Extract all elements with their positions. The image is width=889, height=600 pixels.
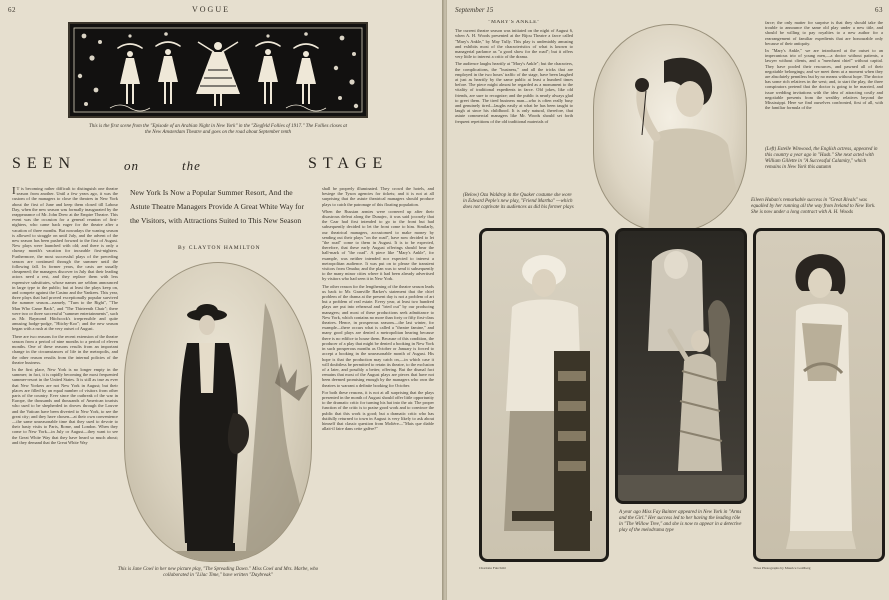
title-word-stage: STAGE xyxy=(308,155,389,172)
oza-waldrop-caption: (Below) Oza Waldrop in the Quaker costume she wore in Edward Peple's new play, "Friend Martha" —which does not captivate its audiences as did his former plays xyxy=(463,193,574,210)
paragraph: The audience laughs heartily at "Mary's Ankle"; but the characters, the complications, the "business," and all the tricks that are employed in the two hours' traffic of the stage, have been laughed at just as heartily by the same public at least a hundred times before. The piece might almost be regarded as a monument to the vitality of traditional expedients in farce. Old jokes, like old friends, are sure to recognize; and the public is nearly always glad to greet them. The tired business man—who is often really busy and genuinely tired—laughs easily at what he has been taught to laugh at since his childhood. It is only natural, therefore, that astute commercial managers like Mr. Woods should set forth frequent repetitions of the old traditional materials of xyxy=(455,61,573,124)
paragraph: There are two reasons for the recent extension of the theatre season from a period of nine months to a period of eleven months. One of these reasons results from an important change in the circumstances of life in the metropolis, and the other reason results from the internal policies of the theatre business. xyxy=(12,333,118,365)
photo-credit: Charlotte Fairchild xyxy=(479,566,506,570)
eileen-huban-caption: Eileen Huban's remarkable success in "Great Rivals" was equalled by her running all the way from Ireland to New York. She is now under a long contract with A. H. Woods xyxy=(751,198,876,215)
paragraph: The other reason for the lengthening of the theatre season leads us back to Mr. Granville Barker's statement that the chief problem of the drama at the present day is not a problem of art but a problem of real estate. Every year, at least two hundred plays are put into rehearsal and "tried out" by our producing managers; and most of these productions seek admittance to New York, which contains no more than forty or fifty first-class theatres. Hence, in prosperous seasons—the last winter, for example—there occurs what is called a "theatre famine," and many good plays are denied a metropolitan hearing because there is no edifice to house them. Because of this condition, the producer of a play that might be denied a booking in New York in such prosperous months as October or January is forced to accept a booking in the unseasonable month of August. His hope is that the production may catch on,—in which case it will doubtless be permitted to retain its theatre, to the exclusion of a later, and possibly a better, offering. But the dismal fact remains that most of the August plays are pieces that have not been deemed promising enough by the managers who own the theatres to warrant a definite booking for October. xyxy=(322,283,434,388)
fay-bainter-figure xyxy=(618,231,744,501)
paragraph: When the Russian armies were cornered up after their disastrous defeat along the Dunajec, it was said jocosely that the Czar had first intended to go to the front but had subsequently decided to let the front come to him. Similarly, our theatrical managers, accustomed to make money by sending out their plays "on the road", have now decided to let "the road" come to them in August. It is to be expected, therefore, that these early August offerings should bear the hall-mark of "the road". A piece like "Mary's Ankle", for example, was neither intended nor expected to interest a metropolitan audience. It was put on to please the transient visitors from Omaha; and the plan was to send it subsequently to the many minor cities where it had been already advertised by visitors who had seen it in New York. xyxy=(322,208,434,282)
jane-cowl-caption: This is Jane Cowl in her new picture play, "The Spreading Dawn." Miss Cowl and Mrs. Marbe, who collaborated in "Lilac Time," have written "Daybreak" xyxy=(117,567,319,578)
paragraph: T is becoming rather difficult to distinguish one theatre season from another. Until a few years ago, it was the custom of the managers to close the theatres in New York about the first of June and keep them closed till Labour Day, when the new season was formally inaugurated by the reappearance of Mr. John Drew at the Empire Theatre. This event was the occasion for a general reunion of first-nighters, who came back eager for the theatre after a vacation of three months. But nowadays the waning season is allowed to straggle on until July, and the advent of the new season has been pushed forward to the first of August. New plays were launched with old; and there is only a clumsy month's vacation for incurable first-nighters. Furthermore, the most successful plays of the preceding season are continued through the summer until the following fall. In former years, the casts are usually cheapened; the managers discover in July that their leading actors need a rest, and they replace them with less expensive substitutes, whose names are seldom announced in large type to the public; but at least the plays keep on, and compete against the Casino and the Yankees. This year, three plays that had proved exceptionally popular survived the summer season—namely, "Turn to the Right", "The Man Who Came Back", and "The Thirteenth Chair"; there were two or three successful "summer entertainments", such as Mr. Raymond Hitchcock's irrepressible and quite amusing hodge-podge, "Hitchy-Koo"; and the new season began with a rush at the very outset of August. xyxy=(12,186,118,332)
paragraph: In the first place, New York is no longer empty in the summer; in fact, it is rapidly becoming the most frequented summer-resort in the United States. It is still as true as ever that New Yorkers are not New York in August; but their places are filled by an equal number of visitors from other parts of the country. Ever since the outbreak of the war in Europe, the thousands and thousands of American tourists who used to be shepherded in droves through the Louvre and the Vatican have been diverted to New York, to see the great city; and they have chosen—at their own convenience—the same unseasonable time that they used to devote to their hasty visits to Paris, Rome, and London. When they come to New York—in July or August—they want to see the Great White Way that they have heard so much about; and they demand that the Great White Way xyxy=(12,366,118,445)
banner-caption: This is the first scene from the "Episode of an Arabian Night in New York" in the "Ziegfeld Follies of 1917." The Follies closes at the New Amsterdam Theatre and goes on the road about September tenth xyxy=(88,124,348,135)
eileen-huban-photo xyxy=(753,228,885,562)
jane-cowl-figure xyxy=(125,263,312,562)
jane-cowl-photo xyxy=(124,262,312,562)
page-number: 63 xyxy=(875,6,883,14)
title-word-seen: SEEN xyxy=(12,155,76,172)
marys-ankle-column xyxy=(455,20,573,210)
fay-bainter-photo xyxy=(615,228,747,504)
estelle-winwood-caption: (Left) Estelle Winwood, the English actress, appeared in this country a year ago in "Hush." She next acted with William Gillette in "A Successful Calamity," which remains in New York this autumn xyxy=(765,147,878,170)
drop-cap: I xyxy=(12,186,16,197)
left-page xyxy=(0,0,442,600)
marys-ankle-column-2 xyxy=(765,20,883,144)
fay-bainter-caption: A year ago Miss Fay Bainter appeared in New York in "Arms and the Girl." Her success led to her having the leading rôle in "The Willow Tree," and she is now to appear in a detective play of the melodrama type xyxy=(619,510,742,533)
estelle-winwood-photo xyxy=(593,24,747,232)
paragraph: farce; the only matter for surprise is that they should take the trouble to announce the same old play under a new title, and should be willing to pay royalties to a new author for a rearrangement of familiar expedients that are honourable only because of their antiquity. xyxy=(765,20,883,46)
paragraph: The current theatre season was initiated on the night of August 6, when A. H. Woods presented at the Bijou Theatre a farce called "Mary's Ankle," by May Tully. This play is undeniably amusing and exhibits most of the characteristics of what is known to managerial parlance as "a good show for the road"; but it offers very little to interest a critic of the drama. xyxy=(455,28,573,60)
eileen-huban-figure xyxy=(756,231,882,559)
section-heading: "MARY'S ANKLE" xyxy=(488,20,540,25)
title-word-on: on xyxy=(124,158,139,173)
oza-waldrop-figure xyxy=(482,231,606,559)
page-number: 62 xyxy=(8,6,16,14)
article-column-1 xyxy=(12,186,118,594)
article-title xyxy=(12,155,432,179)
masthead: VOGUE xyxy=(192,5,230,14)
estelle-winwood-figure xyxy=(594,25,747,232)
oza-waldrop-photo xyxy=(479,228,609,562)
paragraph: In "Mary's Ankle," we are introduced at the outset to an impecunious trio of young men,—a doctor without patients, a lawyer without clients, and a "merchant chief" without capital. They have pooled their resources, and pawned all of their negotiable belongings; and we meet them at a moment when they are absolutely penniless but by no means without hope. The doctor has some rich relatives in the west; and, to start the play, the three conspirators pretend that the doctor is going to be married, and issue wedding invitations with the idea of attracting costly and negotiable presents from the wealthy relatives beyond the Mississippi. Here we find ourselves confronted, first of all, with the familiar formula of the xyxy=(765,48,883,111)
byline: By CLAYTON HAMILTON xyxy=(178,245,261,251)
running-head-date: September 15 xyxy=(455,6,494,14)
article-column-2 xyxy=(322,186,434,590)
photo-credit: Three Photographs by Maurice Goldberg xyxy=(753,566,811,570)
paragraph: For both these reasons, it is not at all surprising that the plays presented in the month of August should offer little opportunity to the dramatic critic for turning his hat into the air. The proper function of the critic is to praise good work and to convince the public that this work is good; but a dramatic critic who has dutifully returned to town in August is very likely to ask about himself that classic question from Molière—"Mais que diable allait-il faire dans cette galère?" xyxy=(322,389,434,432)
paragraph: shall be properly illuminated. They crowd the hotels, and besiege the Tyson agencies for tickets; and it is not at all surprising that the astute theatrical managers should produce plays to catch the patronage of this floating population. xyxy=(322,186,434,207)
right-page xyxy=(447,0,889,600)
dancers-illustration xyxy=(70,24,366,116)
title-word-the: the xyxy=(182,158,201,173)
follies-scene-illustration xyxy=(68,22,368,118)
article-subhead: New York Is Now a Popular Summer Resort, And the Astute Theatre Managers Provide A Great White Way for the Visitors, with Attractions Suited to This New Season xyxy=(130,188,304,225)
